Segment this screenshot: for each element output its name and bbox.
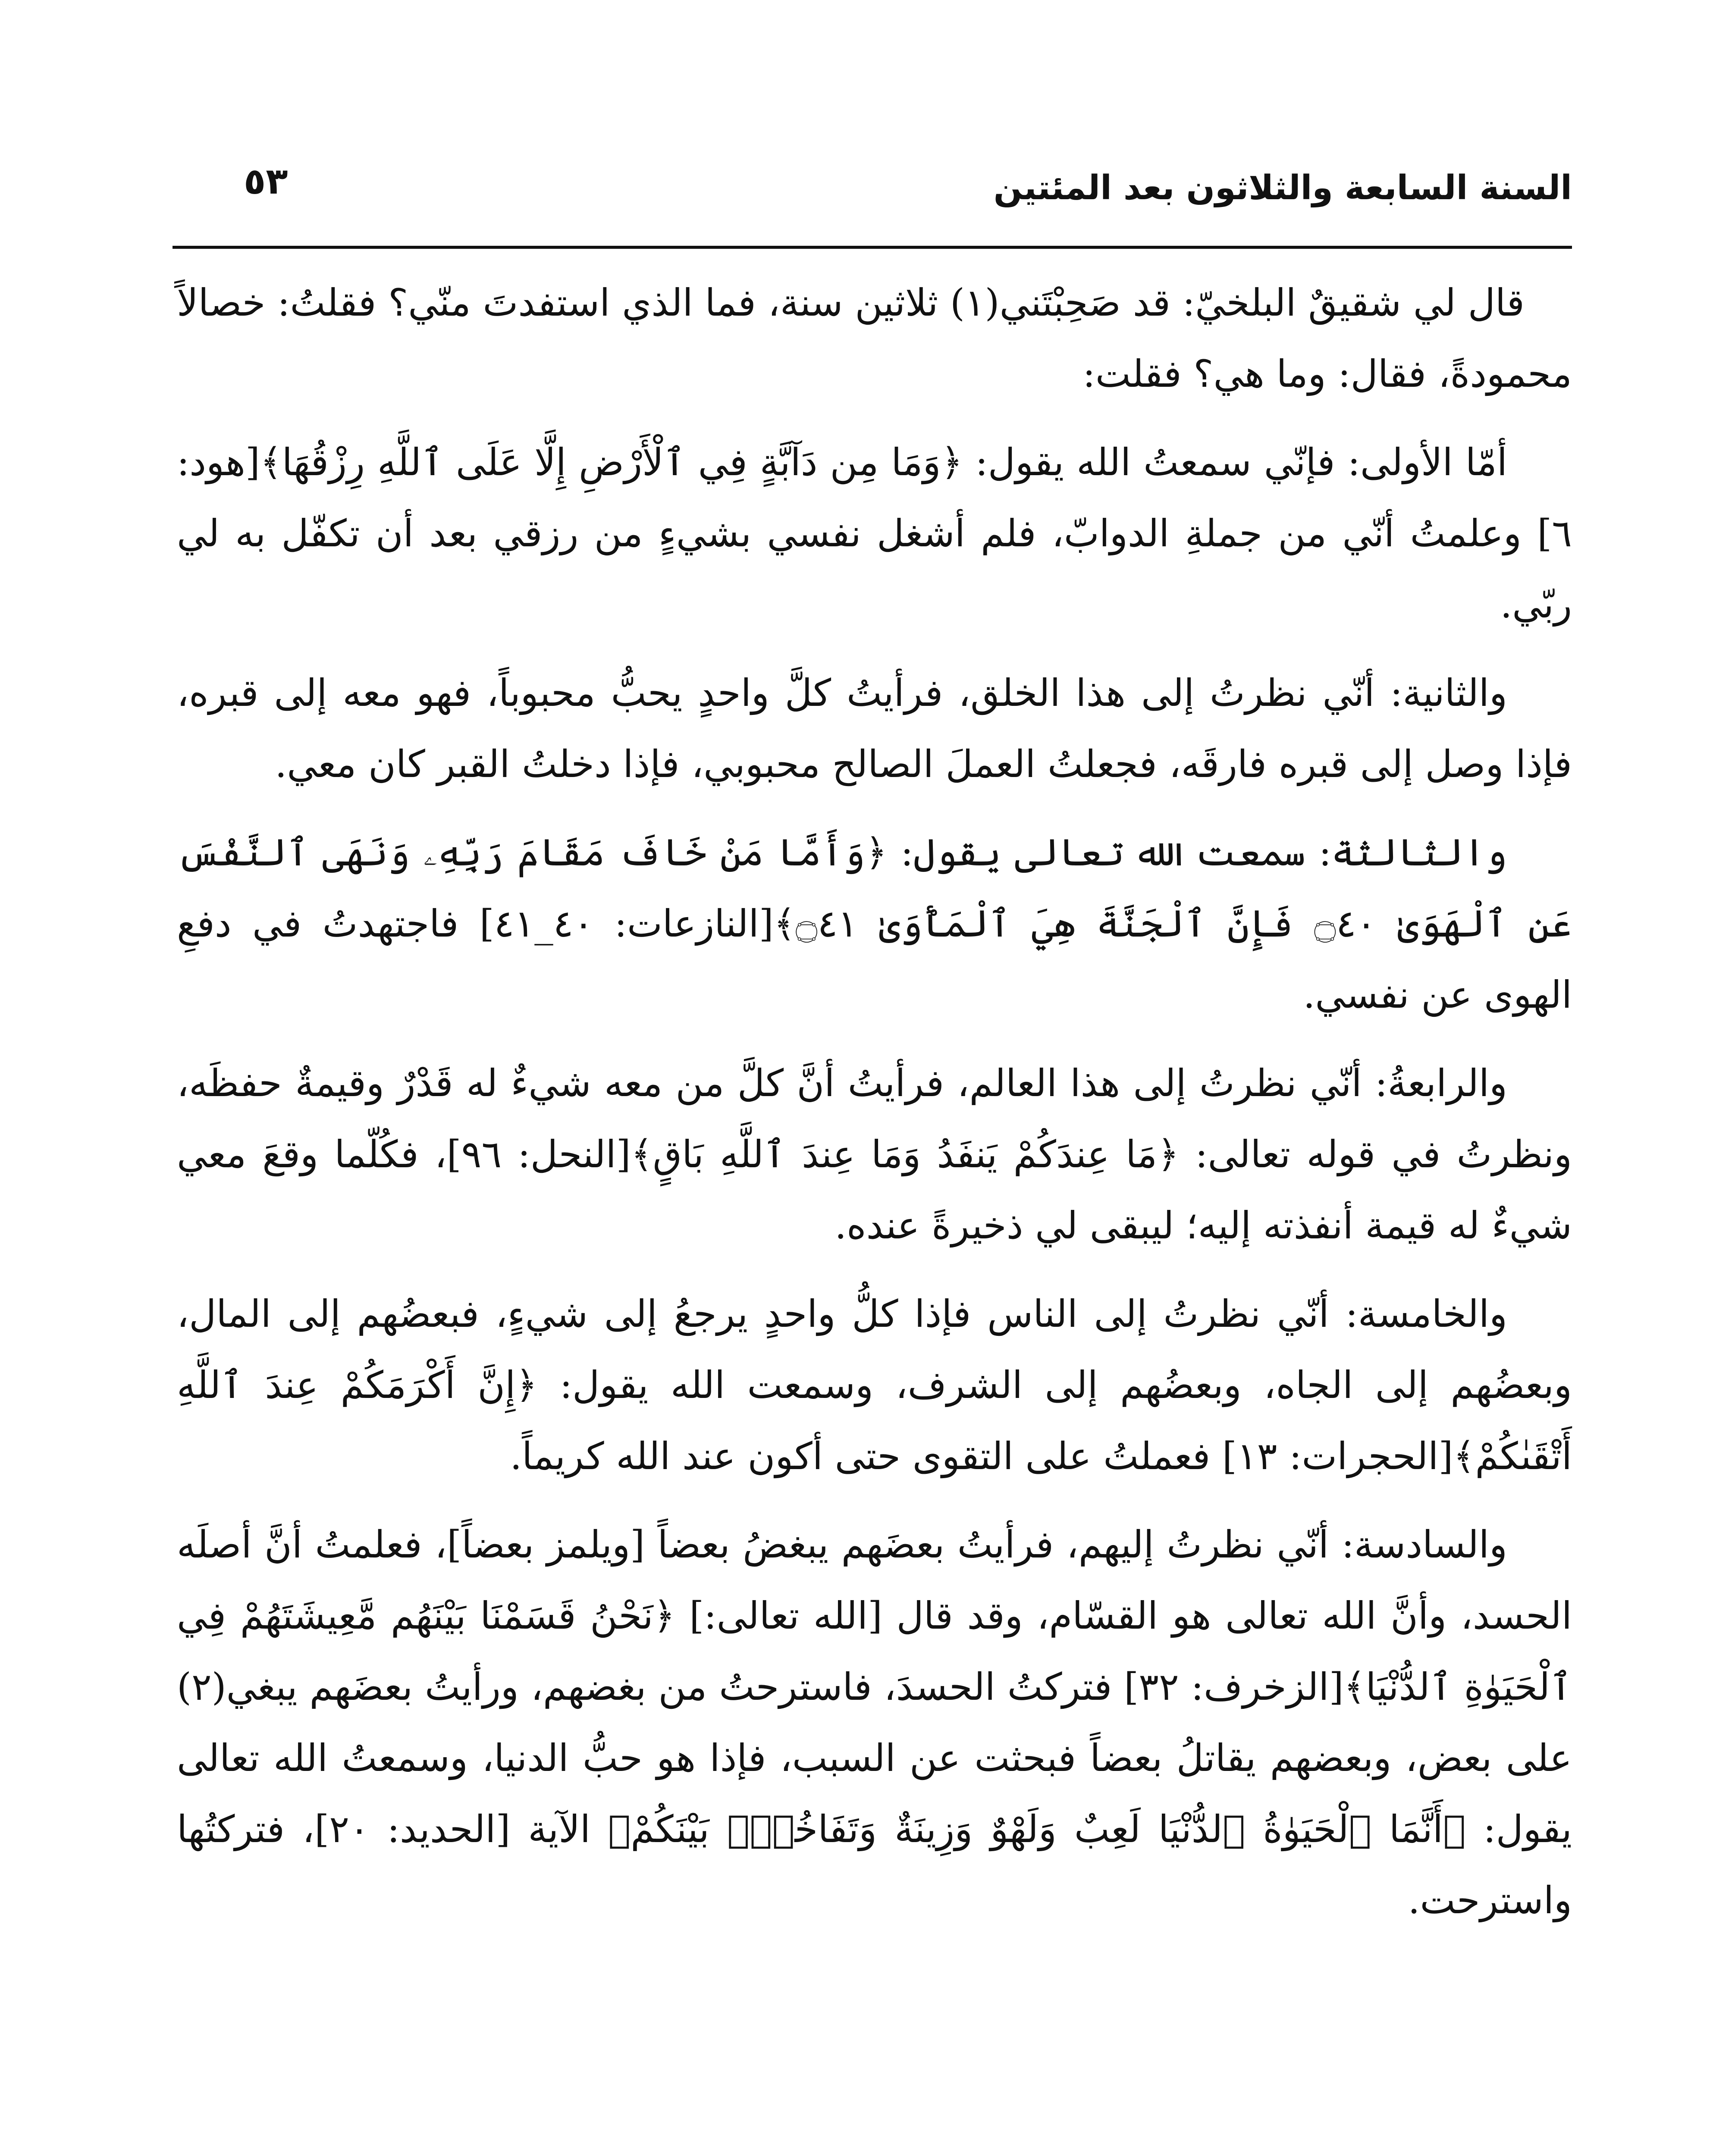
paragraph-third: والثالثة: سمعت الله تعالى يقول: ﴿وَأَمَّا مَنْ خَافَ مَقَامَ رَبِّهِۦ وَنَهَى ٱلنَّفْسَ عَنِ ٱلْهَوَىٰ ۝٤٠ فَإِنَّ ٱلْجَنَّةَ هِيَ ٱلْمَأْوَىٰ ۝٤١﴾[النازعات: ٤٠_٤١] فاجتهدتُ في دفعِ الهوى عن نفسي. (177, 830, 1572, 1017)
paragraph-sixth: والسادسة: أنّي نظرتُ إليهم، فرأيتُ بعضَهم يبغضُ بعضاً [ويلمز بعضاً]، فعلمتُ أنَّ أصلَه الحسد، وأنَّ الله تعالى هو القسّام، وقد قال [الله تعالى:] ﴿نَحْنُ قَسَمْنَا بَيْنَهُم مَّعِيشَتَهُمْ فِي ٱلْحَيَوٰةِ ٱلدُّنْيَا﴾[الزخرف: ٣٢] فتركتُ الحسدَ، فاسترحتُ من بغضهم، ورأيتُ بعضَهم يبغي(٢) على بعض، وبعضهم يقاتلُ بعضاً فبحثت عن السبب، فإذا هو حبُّ الدنيا، وسمعتُ الله تعالى يقول: ﴿أَنَّمَا ٱلْحَيَوٰةُ ٱلدُّنْيَا لَعِبٌ وَلَهْوٌ وَزِينَةٌ وَتَفَاخُرٌۢ بَيْنَكُمْ﴾ الآية [الحديد: ٢٠]، فتركتُها واسترحت. (177, 1523, 1572, 1922)
paragraph-fourth: والرابعةُ: أنّي نظرتُ إلى هذا العالم، فرأيتُ أنَّ كلَّ من معه شيءٌ له قَدْرٌ وقيمةٌ حفظَه، ونظرتُ في قوله تعالى: ﴿مَا عِندَكُمْ يَنفَدُ وَمَا عِندَ ٱللَّهِ بَاقٍ﴾[النحل: ٩٦]، فكُلّما وقعَ معي شيءٌ له قيمة أنفذته إليه؛ ليبقى لي ذخيرةً عنده. (177, 1061, 1572, 1247)
main-text (177, 267, 1572, 1953)
page-header (173, 160, 1572, 241)
page-number: ٥٣ (244, 160, 288, 202)
paragraph-first: أمّا الأولى: فإنّي سمعتُ الله يقول: ﴿وَمَا مِن دَآبَّةٍ فِي ٱلْأَرْضِ إِلَّا عَلَى ٱللَّهِ رِزْقُهَا﴾[هود: ٦] وعلمتُ أنّي من جملةِ الدوابّ، فلم أشغل نفسي بشيءٍ من رزقي بعد أن تكفّل به لي ربّي. (177, 440, 1572, 627)
running-title: السنة السابعة والثلاثون بعد المئتين (993, 169, 1572, 207)
paragraph-intro: قال لي شقيقٌ البلخيّ: قد صَحِبْتَني(١) ثلاثين سنة، فما الذي استفدتَ منّي؟ فقلتُ: خصالاً محمودةً، فقال: وما هي؟ فقلت: (177, 281, 1572, 396)
paragraph-second: والثانية: أنّي نظرتُ إلى هذا الخلق، فرأيتُ كلَّ واحدٍ يحبُّ محبوباً، فهو معه إلى قبره، فإذا وصل إلى قبره فارقَه، فجعلتُ العملَ الصالح محبوبي، فإذا دخلتُ القبر كان معي. (177, 671, 1572, 786)
paragraph-fifth: والخامسة: أنّي نظرتُ إلى الناس فإذا كلُّ واحدٍ يرجعُ إلى شيءٍ، فبعضُهم إلى المال، وبعضُهم إلى الجاه، وبعضُهم إلى الشرف، وسمعت الله يقول: ﴿إِنَّ أَكْرَمَكُمْ عِندَ ٱللَّهِ أَتْقَىٰكُمْ﴾[الحجرات: ١٣] فعملتُ على التقوى حتى أكون عند الله كريماً. (177, 1292, 1572, 1478)
header-divider (173, 246, 1572, 249)
